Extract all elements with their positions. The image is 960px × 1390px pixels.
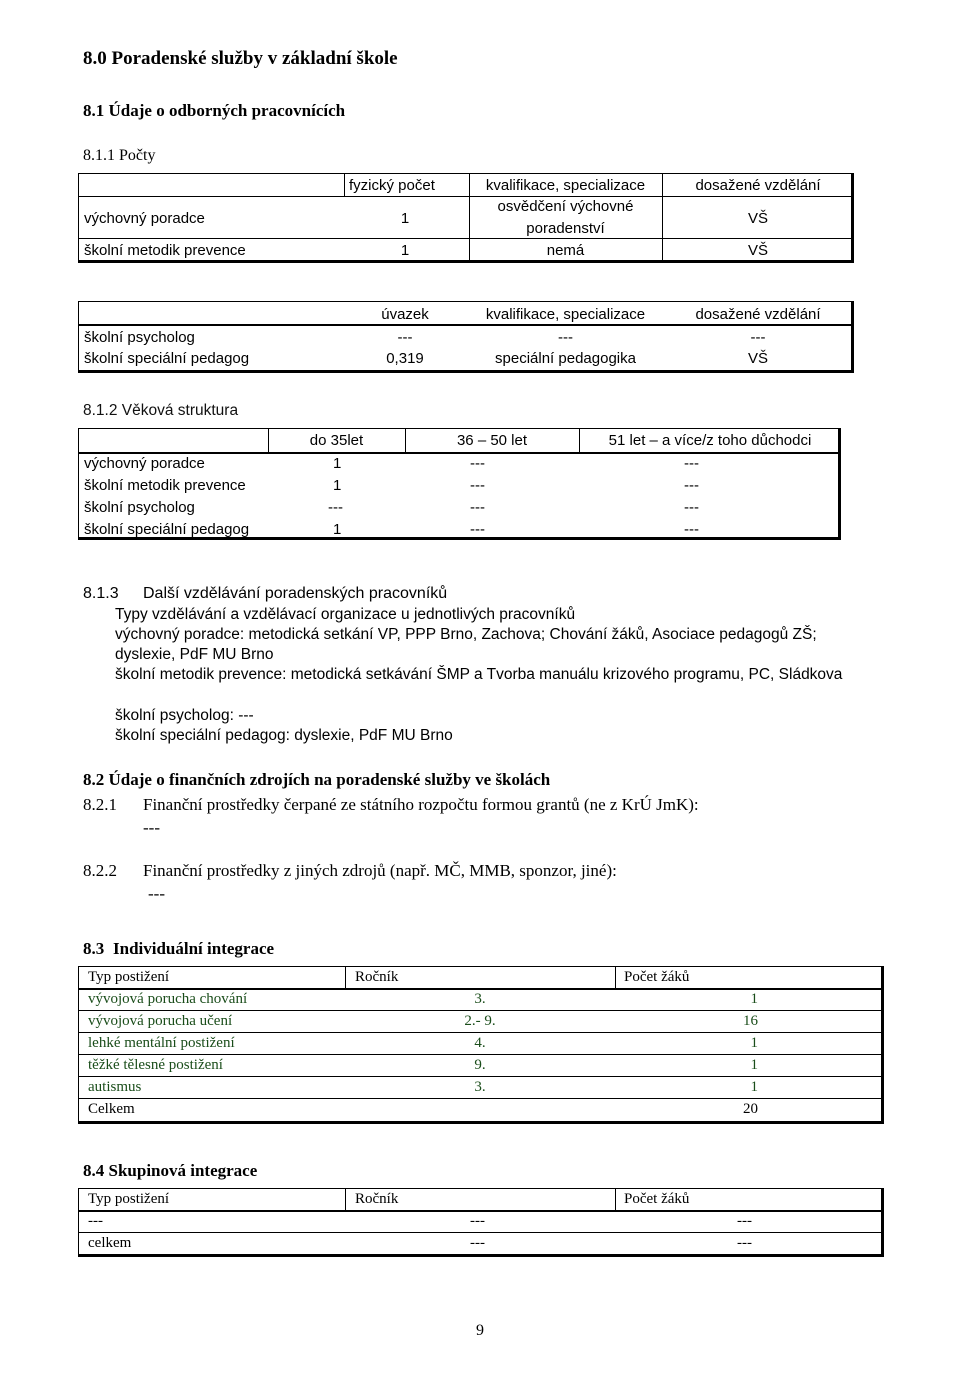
heading-8-2-2-number: 8.2.2: [83, 861, 117, 880]
row-a: ---: [328, 499, 343, 516]
row-a: 1: [333, 521, 342, 538]
row-qual: ---: [558, 329, 573, 346]
row-role-vychovny-poradce: výchovný poradce: [84, 210, 205, 227]
row-count: 1: [750, 1035, 758, 1051]
row-grade: 9.: [474, 1057, 486, 1073]
vzdelavani-line-3: dyslexie, PdF MU Brno: [115, 646, 274, 663]
row-type: autismus: [88, 1079, 142, 1095]
row-c: ---: [684, 521, 699, 538]
header-kvalifikace: kvalifikace, specializace: [485, 177, 646, 194]
row-role: školní psycholog: [84, 499, 195, 516]
heading-8-1: 8.1 Údaje o odborných pracovnících: [83, 101, 346, 120]
row-role-specialni-pedagog: školní speciální pedagog: [84, 350, 250, 367]
row-count: 1: [750, 1079, 758, 1095]
row-b: ---: [470, 455, 485, 472]
heading-8-2-1-number: 8.2.1: [83, 795, 117, 814]
heading-8-2: 8.2 Údaje o finančních zdrojích na poradenské služby ve školách: [83, 770, 551, 789]
row-type: ---: [88, 1213, 103, 1229]
total-label: Celkem: [88, 1101, 135, 1117]
header-pocet-zaku: Počet žáků: [624, 1191, 690, 1207]
header-51: 51 let – a více/z toho důchodci: [608, 432, 812, 449]
row-count: 16: [743, 1013, 758, 1029]
row-type: vývojová porucha učení: [88, 1013, 233, 1029]
row-count: ---: [737, 1213, 752, 1229]
row-qual: speciální pedagogika: [495, 350, 636, 367]
header-typ-postizeni: Typ postižení: [88, 969, 170, 985]
row-grade: 3.: [474, 1079, 486, 1095]
row-qual-line1: osvědčení výchovné: [497, 198, 634, 215]
row-role: školní speciální pedagog: [84, 521, 250, 538]
row-a: 1: [333, 477, 342, 494]
row-grade: ---: [470, 1213, 485, 1229]
total-count: 20: [743, 1101, 758, 1117]
header-dosazene-vzdelani: dosažené vzdělání: [695, 177, 821, 194]
header-rocnik: Ročník: [355, 1191, 399, 1207]
vzdelavani-line-5: školní psycholog: ---: [115, 707, 254, 724]
vzdelavani-line-1: Typy vzdělávání a vzdělávací organizace u jednotlivých pracovníků: [115, 606, 576, 623]
value-8-2-2: ---: [148, 884, 165, 903]
value-8-2-1: ---: [143, 818, 160, 837]
row-c: ---: [684, 455, 699, 472]
row-type: vývojová porucha chování: [88, 991, 248, 1007]
row-count: 1: [750, 991, 758, 1007]
row-role: školní metodik prevence: [84, 477, 246, 494]
row-role-psycholog: školní psycholog: [84, 329, 195, 346]
row-count: 1: [750, 1057, 758, 1073]
row-role: výchovný poradce: [84, 455, 205, 472]
heading-8-1-3-title: Další vzdělávání poradenských pracovníků: [143, 585, 448, 602]
row-grade: ---: [470, 1235, 485, 1251]
row-b: ---: [470, 521, 485, 538]
row-edu: VŠ: [747, 350, 768, 367]
row-edu: VŠ: [747, 242, 768, 259]
header-rocnik: Ročník: [355, 969, 399, 985]
row-type: celkem: [88, 1235, 132, 1251]
page-number: 9: [476, 1322, 484, 1339]
header-36-50: 36 – 50 let: [456, 432, 528, 449]
header-dosazene-vzdelani: dosažené vzdělání: [695, 306, 821, 323]
vzdelavani-line-6: školní speciální pedagog: dyslexie, PdF MU Brno: [115, 727, 453, 744]
row-grade: 3.: [474, 991, 486, 1007]
header-do-35: do 35let: [309, 432, 364, 449]
header-kvalifikace: kvalifikace, specializace: [485, 306, 646, 323]
vzdelavani-line-4: školní metodik prevence: metodická setkávání ŠMP a Tvorba manuálu krizového programu, PC, Sládkova: [115, 666, 843, 683]
row-grade: 2.- 9.: [464, 1013, 496, 1029]
header-pocet-zaku: Počet žáků: [624, 969, 690, 985]
row-count: 1: [400, 210, 410, 227]
row-edu: ---: [750, 329, 766, 346]
row-type: lehké mentální postižení: [88, 1035, 235, 1051]
row-type: těžké tělesné postižení: [88, 1057, 223, 1073]
row-count: ---: [737, 1235, 752, 1251]
row-b: ---: [470, 477, 485, 494]
row-c: ---: [684, 477, 699, 494]
vzdelavani-line-2: výchovný poradce: metodická setkání VP, PPP Brno, Zachova; Chování žáků, Asociace pedagogů ZŠ;: [115, 626, 817, 643]
row-role-metodik: školní metodik prevence: [84, 242, 246, 259]
heading-8-1-1: 8.1.1 Počty: [83, 147, 156, 164]
row-load: ---: [397, 329, 413, 346]
row-qual-line2: poradenství: [526, 220, 605, 237]
heading-8-2-2-text: Finanční prostředky z jiných zdrojů (např. MČ, MMB, sponzor, jiné):: [143, 861, 617, 880]
header-fyzicky-pocet: fyzický počet: [349, 177, 435, 194]
heading-8-0: 8.0 Poradenské služby v základní škole: [83, 48, 398, 69]
heading-8-1-2: 8.1.2 Věková struktura: [83, 402, 239, 419]
row-load: 0,319: [386, 350, 424, 367]
heading-8-4: 8.4 Skupinová integrace: [83, 1161, 258, 1180]
row-b: ---: [470, 499, 485, 516]
heading-8-1-3-number: 8.1.3: [83, 585, 119, 602]
heading-8-2-1-text: Finanční prostředky čerpané ze státního rozpočtu formou grantů (ne z KrÚ JmK):: [143, 795, 699, 814]
row-qual: nemá: [546, 242, 585, 259]
row-c: ---: [684, 499, 699, 516]
row-grade: 4.: [474, 1035, 486, 1051]
row-count: 1: [400, 242, 410, 259]
row-a: 1: [333, 455, 342, 472]
heading-8-3-number: 8.3: [83, 939, 105, 958]
row-edu: VŠ: [747, 210, 768, 227]
heading-8-3-title: Individuální integrace: [113, 939, 275, 958]
header-uvazek: úvazek: [381, 306, 429, 323]
header-typ-postizeni: Typ postižení: [88, 1191, 170, 1207]
